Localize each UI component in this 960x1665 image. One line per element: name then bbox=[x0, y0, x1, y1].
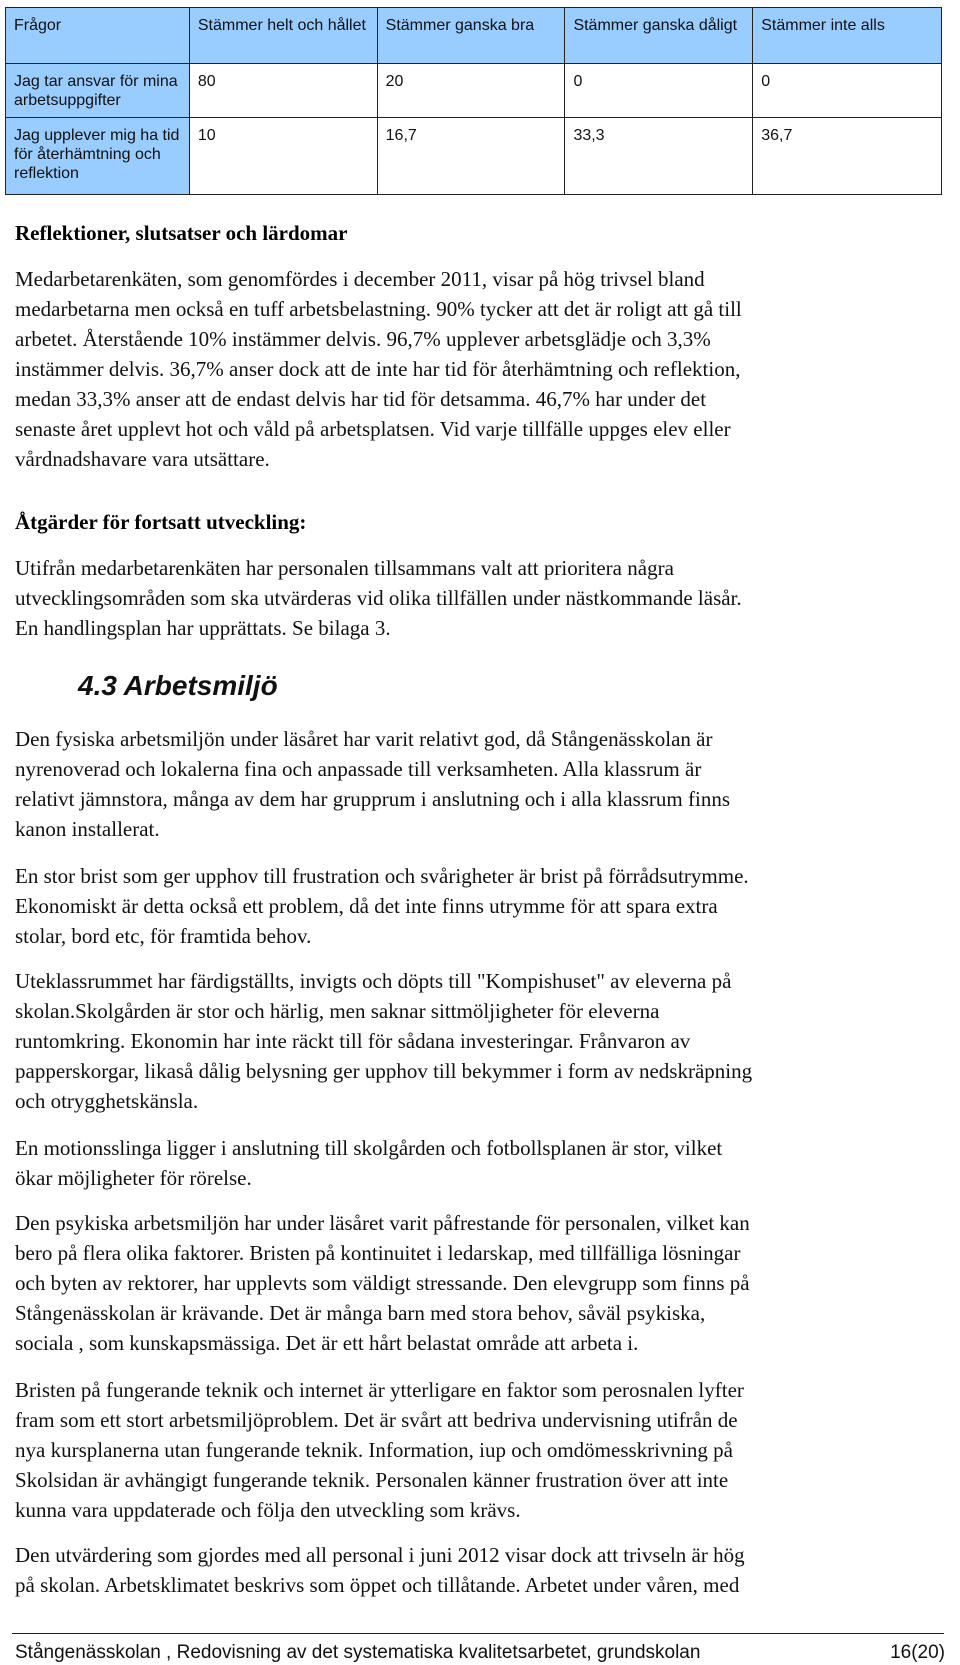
text-line: En stor brist som ger upphov till frustration och svårigheter är brist på förrådsutrymme. bbox=[15, 864, 749, 888]
table-header-cell: Stämmer helt och hållet bbox=[189, 8, 377, 64]
text-line: runtomkring. Ekonomin har inte räckt till för sådana investeringar. Frånvaron av bbox=[15, 1029, 691, 1053]
value-cell: 80 bbox=[189, 64, 377, 118]
value-cell: 36,7 bbox=[753, 118, 942, 195]
paragraph-reflections bbox=[15, 264, 945, 474]
section-title-arbetsmiljo: 4.3 Arbetsmiljö bbox=[78, 670, 278, 701]
text-line: nyrenoverad och lokalerna fina och anpassade till verksamheten. Alla klassrum är bbox=[15, 757, 702, 781]
footer-title: Stångenässkolan , Redovisning av det systematiska kvalitetsarbetet, grundskolan bbox=[15, 1642, 701, 1663]
text-line: Den utvärdering som gjordes med all personal i juni 2012 visar dock att trivseln är hög bbox=[15, 1543, 745, 1567]
text-line: Utifrån medarbetarenkäten har personalen tillsammans valt att prioritera några bbox=[15, 556, 674, 580]
paragraph-exercise-trail bbox=[15, 1133, 945, 1193]
table-row bbox=[6, 64, 942, 118]
text-line: senaste året upplevt hot och våld på arbetsplatsen. Vid varje tillfälle uppges elev eller bbox=[15, 417, 731, 441]
text-line: medarbetarna men också en tuff arbetsbelastning. 90% tycker att det är roligt att gå till bbox=[15, 297, 742, 321]
value-cell: 33,3 bbox=[565, 118, 753, 195]
value-cell: 20 bbox=[377, 64, 565, 118]
text-line: nya kursplanerna utan fungerande teknik. Information, iup och omdömesskrivning på bbox=[15, 1438, 733, 1462]
paragraph-physical-environment bbox=[15, 724, 945, 844]
text-line: fram som ett stort arbetsmiljöproblem. Det är svårt att bedriva undervisning utifrån de bbox=[15, 1408, 738, 1432]
text-line: Ekonomiskt är detta också ett problem, då det inte finns utrymme för att spara extra bbox=[15, 894, 718, 918]
text-line: och otrygghetskänsla. bbox=[15, 1089, 199, 1113]
table-header-cell: Stämmer inte alls bbox=[753, 8, 942, 64]
text-line: stolar, bord etc, för framtida behov. bbox=[15, 924, 312, 948]
value-cell: 16,7 bbox=[377, 118, 565, 195]
text-line: Bristen på fungerande teknik och internet är ytterligare en faktor som perosnalen lyfter bbox=[15, 1378, 744, 1402]
text-line: medan 33,3% anser att de endast delvis har tid för detsamma. 46,7% har under det bbox=[15, 387, 707, 411]
paragraph-outdoor-classroom bbox=[15, 966, 945, 1116]
page-number: 16(20) bbox=[890, 1642, 945, 1663]
table-header-cell: Stämmer ganska dåligt bbox=[565, 8, 753, 64]
table-header-cell: Frågor bbox=[6, 8, 190, 64]
heading-actions: Åtgärder för fortsatt utveckling: bbox=[15, 510, 307, 534]
text-line: Den psykiska arbetsmiljön har under läsåret varit påfrestande för personalen, vilket kan bbox=[15, 1211, 750, 1235]
paragraph-technology bbox=[15, 1375, 945, 1525]
text-line: instämmer delvis. 36,7% anser dock att de inte har tid för återhämtning och reflektion, bbox=[15, 357, 741, 381]
paragraph-psychological-environment bbox=[15, 1208, 945, 1358]
text-line: och byten av rektorer, har upplevts som väldigt stressande. Den elevgrupp som finns på bbox=[15, 1271, 750, 1295]
paragraph-evaluation bbox=[15, 1540, 945, 1600]
text-line: papperskorgar, likaså dålig belysning ger upphov till bekymmer i form av nedskräpning bbox=[15, 1059, 753, 1083]
text-line: arbetet. Återstående 10% instämmer delvis. 96,7% upplever arbetsglädje och 3,3% bbox=[15, 327, 711, 351]
text-line: ökar möjligheter för rörelse. bbox=[15, 1166, 252, 1190]
survey-table bbox=[5, 7, 942, 195]
text-line: vårdnadshavare vara utsättare. bbox=[15, 447, 270, 471]
table-header-row bbox=[6, 8, 942, 64]
heading-reflections: Reflektioner, slutsatser och lärdomar bbox=[15, 221, 348, 245]
paragraph-actions bbox=[15, 553, 945, 643]
text-line: sociala , som kunskapsmässiga. Det är ett hårt belastat område att arbeta i. bbox=[15, 1331, 639, 1355]
value-cell: 0 bbox=[753, 64, 942, 118]
text-line: Skolsidan är avhängigt fungerande teknik. Personalen känner frustration över att inte bbox=[15, 1468, 729, 1492]
text-line: på skolan. Arbetsklimatet beskrivs som öppet och tillåtande. Arbetet under våren, med bbox=[15, 1573, 740, 1597]
text-line: En handlingsplan har upprättats. Se bilaga 3. bbox=[15, 616, 391, 640]
value-cell: 0 bbox=[565, 64, 753, 118]
table-row bbox=[6, 118, 942, 195]
question-cell: Jag upplever mig ha tid för återhämtning och reflektion bbox=[6, 118, 190, 195]
text-line: skolan.Skolgården är stor och härlig, men saknar sittmöljigheter för eleverna bbox=[15, 999, 660, 1023]
paragraph-storage bbox=[15, 861, 945, 951]
text-line: Uteklassrummet har färdigställts, invigts och döpts till "Kompishuset" av eleverna på bbox=[15, 969, 732, 993]
table-header-cell: Stämmer ganska bra bbox=[377, 8, 565, 64]
text-line: utvecklingsområden som ska utvärderas vid olika tillfällen under nästkommande läsår. bbox=[15, 586, 742, 610]
text-line: En motionsslinga ligger i anslutning till skolgården och fotbollsplanen är stor, vilket bbox=[15, 1136, 723, 1160]
question-cell: Jag tar ansvar för mina arbetsuppgifter bbox=[6, 64, 190, 118]
text-line: bero på flera olika faktorer. Bristen på kontinuitet i ledarskap, med tillfälliga lösningar bbox=[15, 1241, 741, 1265]
text-line: kunna vara uppdaterade och följa den utveckling som krävs. bbox=[15, 1498, 521, 1522]
text-line: relativt jämnstora, många av dem har grupprum i anslutning och i alla klassrum finns bbox=[15, 787, 730, 811]
footer-divider bbox=[12, 1633, 944, 1634]
text-line: Stångenässkolan är krävande. Det är många barn med stora behov, såväl psykiska, bbox=[15, 1301, 706, 1325]
text-line: Den fysiska arbetsmiljön under läsåret har varit relativt god, då Stångenässkolan är bbox=[15, 727, 713, 751]
value-cell: 10 bbox=[189, 118, 377, 195]
text-line: Medarbetarenkäten, som genomfördes i december 2011, visar på hög trivsel bland bbox=[15, 267, 705, 291]
text-line: kanon installerat. bbox=[15, 817, 160, 841]
